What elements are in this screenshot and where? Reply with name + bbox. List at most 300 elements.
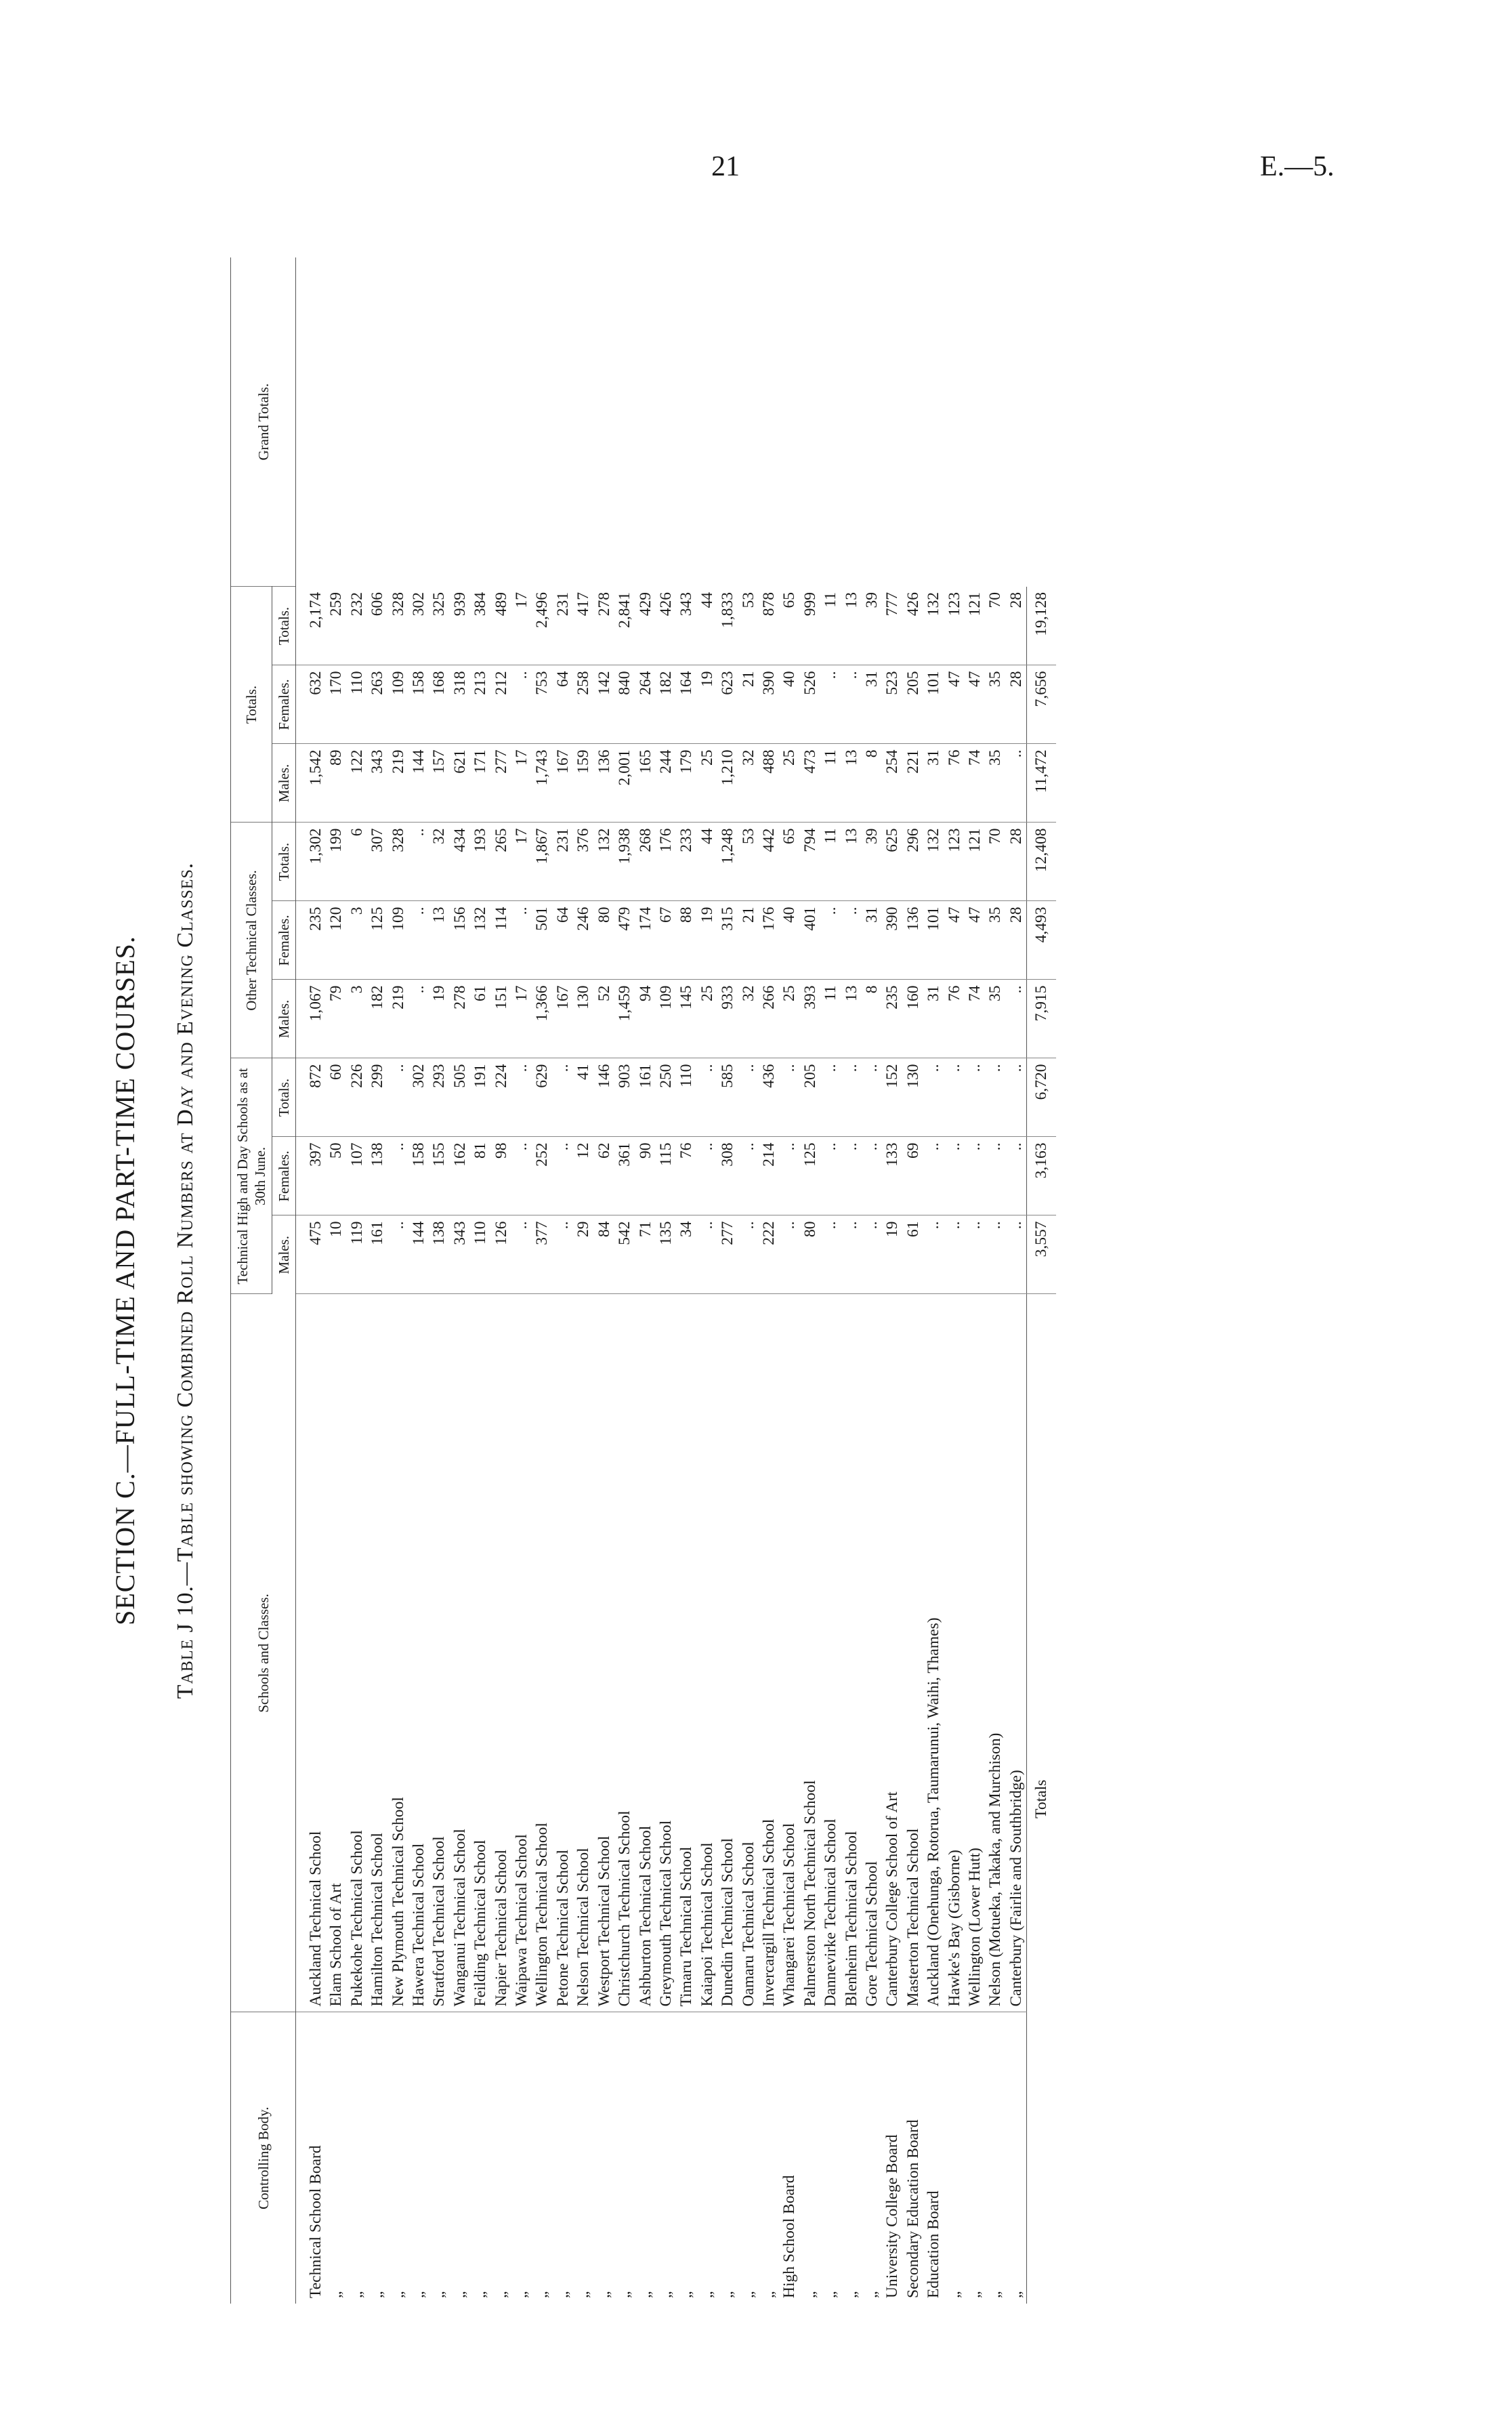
tech-totals-cell: ..: [388, 1058, 408, 1137]
tech-males-cell: 84: [594, 1215, 614, 1294]
total-males-cell: 1,210: [717, 744, 738, 823]
total-females-cell: 142: [594, 665, 614, 744]
tech-totals-cell: 872: [296, 1058, 327, 1137]
total-totals-cell: 278: [594, 587, 614, 665]
total-females-cell: 109: [388, 665, 408, 744]
total-females-cell: 523: [882, 665, 902, 744]
total-females-cell: 21: [738, 665, 759, 744]
total-totals-cell: 231: [553, 587, 573, 665]
tech-females-cell: 115: [656, 1137, 676, 1215]
total-totals-cell: 606: [367, 587, 387, 665]
total-totals-cell: 384: [470, 587, 490, 665]
total-males-cell: 76: [944, 744, 965, 823]
tech-totals-cell: 205: [800, 1058, 820, 1137]
other-females-cell: 109: [388, 901, 408, 980]
table-row: [491, 257, 511, 2304]
other-females-cell: 156: [450, 901, 470, 980]
tech-males-cell: 110: [470, 1215, 490, 1294]
totals-value-cell: 3,163: [1027, 1137, 1056, 1215]
roll-numbers-table: [230, 257, 1056, 2304]
other-females-cell: 67: [656, 901, 676, 980]
other-females-cell: 35: [985, 901, 1005, 980]
controlling-body-cell: „: [348, 2291, 366, 2298]
controlling-body-cell: Secondary Education Board: [904, 2119, 922, 2298]
table-row: [614, 257, 635, 2304]
other-totals-cell: 199: [326, 823, 346, 901]
total-totals-cell: 2,496: [532, 587, 552, 665]
header-grand-totals: Grand Totals.: [231, 257, 296, 587]
tech-totals-cell: 585: [717, 1058, 738, 1137]
controlling-body-cell: High School Board: [780, 2175, 799, 2298]
other-females-cell: 101: [923, 901, 944, 980]
table-row: [347, 257, 367, 2304]
table-row: [862, 257, 882, 2304]
tech-totals-cell: 224: [491, 1058, 511, 1137]
table-row: [903, 257, 923, 2304]
rotated-table-page: [108, 230, 1368, 2331]
controlling-body-cell: „: [966, 2291, 984, 2298]
header-males: Males.: [272, 1215, 296, 1294]
other-males-cell: 13: [841, 980, 862, 1058]
total-females-cell: 35: [985, 665, 1005, 744]
table-row: [450, 257, 470, 2304]
total-females-cell: 840: [614, 665, 635, 744]
controlling-body-cell: „: [677, 2291, 696, 2298]
table-row: [717, 257, 738, 2304]
tech-males-cell: 71: [635, 1215, 656, 1294]
table-row: [511, 257, 532, 2304]
tech-females-cell: ..: [965, 1137, 985, 1215]
table-title: Table J 10.—Table showing Combined Roll Numbers at Day and Evening Classes.: [173, 862, 198, 1699]
school-name-cell: Nelson (Motueka, Takaka, and Murchison): [985, 1294, 1005, 2012]
total-females-cell: 170: [326, 665, 346, 744]
totals-value-cell: 4,493: [1027, 901, 1056, 980]
total-males-cell: 159: [573, 744, 593, 823]
other-males-cell: 76: [944, 980, 965, 1058]
tech-totals-cell: ..: [697, 1058, 717, 1137]
page-number: 21: [711, 151, 740, 182]
tech-males-cell: ..: [965, 1215, 985, 1294]
school-name-cell: Masterton Technical School: [903, 1294, 923, 2012]
total-males-cell: 1,542: [296, 744, 327, 823]
tech-males-cell: ..: [388, 1215, 408, 1294]
table-row: [656, 257, 676, 2304]
tech-males-cell: 144: [408, 1215, 429, 1294]
table-row: [470, 257, 490, 2304]
tech-totals-cell: 250: [656, 1058, 676, 1137]
table-row: [635, 257, 656, 2304]
tech-females-cell: 90: [635, 1137, 656, 1215]
controlling-body-cell: „: [553, 2291, 572, 2298]
tech-females-cell: 133: [882, 1137, 902, 1215]
other-females-cell: 19: [697, 901, 717, 980]
total-females-cell: 205: [903, 665, 923, 744]
total-males-cell: 1,743: [532, 744, 552, 823]
table-body: [296, 257, 1056, 2304]
tech-totals-cell: 629: [532, 1058, 552, 1137]
header-females: Females.: [272, 901, 296, 980]
tech-males-cell: 277: [717, 1215, 738, 1294]
other-totals-cell: ..: [408, 823, 429, 901]
other-totals-cell: 65: [779, 823, 799, 901]
other-females-cell: 479: [614, 901, 635, 980]
other-females-cell: ..: [511, 901, 532, 980]
school-name-cell: Wanganui Technical School: [450, 1294, 470, 2012]
other-males-cell: 266: [759, 980, 779, 1058]
other-males-cell: 94: [635, 980, 656, 1058]
total-totals-cell: 259: [326, 587, 346, 665]
tech-totals-cell: 130: [903, 1058, 923, 1137]
tech-females-cell: 69: [903, 1137, 923, 1215]
school-name-cell: Hamilton Technical School: [367, 1294, 387, 2012]
table-row: [800, 257, 820, 2304]
total-totals-cell: 939: [450, 587, 470, 665]
total-totals-cell: 232: [347, 587, 367, 665]
other-males-cell: ..: [1006, 980, 1027, 1058]
school-name-cell: Kaiapoi Technical School: [697, 1294, 717, 2012]
tech-totals-cell: 110: [676, 1058, 696, 1137]
total-males-cell: 219: [388, 744, 408, 823]
tech-females-cell: ..: [862, 1137, 882, 1215]
school-name-cell: Greymouth Technical School: [656, 1294, 676, 2012]
tech-totals-cell: 436: [759, 1058, 779, 1137]
tech-totals-cell: ..: [553, 1058, 573, 1137]
other-totals-cell: 233: [676, 823, 696, 901]
other-totals-cell: 1,302: [296, 823, 327, 901]
tech-females-cell: 76: [676, 1137, 696, 1215]
school-name-cell: Hawera Technical School: [408, 1294, 429, 2012]
total-totals-cell: 777: [882, 587, 902, 665]
total-males-cell: 244: [656, 744, 676, 823]
school-name-cell: Ashburton Technical School: [635, 1294, 656, 2012]
table-row: [923, 257, 944, 2304]
other-females-cell: 125: [367, 901, 387, 980]
total-totals-cell: 17: [511, 587, 532, 665]
table-row: [532, 257, 552, 2304]
school-name-cell: Oamaru Technical School: [738, 1294, 759, 2012]
other-males-cell: 32: [738, 980, 759, 1058]
other-totals-cell: 794: [800, 823, 820, 901]
controlling-body-cell: „: [801, 2291, 819, 2298]
other-females-cell: ..: [820, 901, 841, 980]
total-males-cell: 144: [408, 744, 429, 823]
school-name-cell: Dunedin Technical School: [717, 1294, 738, 2012]
tech-females-cell: 138: [367, 1137, 387, 1215]
other-totals-cell: 265: [491, 823, 511, 901]
school-name-cell: Napier Technical School: [491, 1294, 511, 2012]
tech-females-cell: 62: [594, 1137, 614, 1215]
total-totals-cell: 429: [635, 587, 656, 665]
other-totals-cell: 132: [923, 823, 944, 901]
table-row: [759, 257, 779, 2304]
other-males-cell: 1,459: [614, 980, 635, 1058]
total-totals-cell: 13: [841, 587, 862, 665]
table-row: [296, 257, 327, 2304]
tech-totals-cell: ..: [965, 1058, 985, 1137]
tech-males-cell: 343: [450, 1215, 470, 1294]
controlling-body-cell: „: [1007, 2291, 1025, 2298]
table-row: [594, 257, 614, 2304]
total-males-cell: 74: [965, 744, 985, 823]
other-males-cell: 145: [676, 980, 696, 1058]
other-females-cell: 114: [491, 901, 511, 980]
table-row: [985, 257, 1005, 2304]
header-totals: Totals.: [272, 587, 296, 665]
controlling-body-cell: „: [369, 2291, 387, 2298]
school-name-cell: Stratford Technical School: [429, 1294, 449, 2012]
tech-males-cell: ..: [944, 1215, 965, 1294]
total-totals-cell: 999: [800, 587, 820, 665]
other-totals-cell: 376: [573, 823, 593, 901]
controlling-body-cell: „: [719, 2291, 737, 2298]
tech-males-cell: 138: [429, 1215, 449, 1294]
total-males-cell: 343: [367, 744, 387, 823]
total-males-cell: 473: [800, 744, 820, 823]
total-females-cell: 158: [408, 665, 429, 744]
table-row: [738, 257, 759, 2304]
school-name-cell: Canterbury (Fairlie and Southbridge): [1006, 1294, 1027, 2012]
tech-females-cell: 98: [491, 1137, 511, 1215]
other-females-cell: 47: [944, 901, 965, 980]
total-males-cell: 13: [841, 744, 862, 823]
other-totals-cell: 53: [738, 823, 759, 901]
table-row: [367, 257, 387, 2304]
tech-females-cell: 125: [800, 1137, 820, 1215]
other-totals-cell: 28: [1006, 823, 1027, 901]
total-totals-cell: 1,833: [717, 587, 738, 665]
total-males-cell: 254: [882, 744, 902, 823]
table-row: [388, 257, 408, 2304]
table-row: [326, 257, 346, 2304]
tech-females-cell: ..: [985, 1137, 1005, 1215]
tech-totals-cell: 299: [367, 1058, 387, 1137]
other-females-cell: 80: [594, 901, 614, 980]
other-females-cell: 501: [532, 901, 552, 980]
tech-females-cell: ..: [697, 1137, 717, 1215]
tech-totals-cell: 41: [573, 1058, 593, 1137]
tech-males-cell: ..: [841, 1215, 862, 1294]
total-females-cell: 632: [296, 665, 327, 744]
other-females-cell: 132: [470, 901, 490, 980]
other-totals-cell: 121: [965, 823, 985, 901]
school-name-cell: New Plymouth Technical School: [388, 1294, 408, 2012]
totals-value-cell: 7,915: [1027, 980, 1056, 1058]
tech-females-cell: 50: [326, 1137, 346, 1215]
other-females-cell: 136: [903, 901, 923, 980]
controlling-body-cell: „: [595, 2291, 613, 2298]
total-males-cell: 136: [594, 744, 614, 823]
tech-totals-cell: ..: [923, 1058, 944, 1137]
controlling-body-cell: „: [389, 2291, 407, 2298]
table-row: [841, 257, 862, 2304]
tech-males-cell: 542: [614, 1215, 635, 1294]
total-totals-cell: 39: [862, 587, 882, 665]
other-totals-cell: 123: [944, 823, 965, 901]
school-name-cell: Westport Technical School: [594, 1294, 614, 2012]
other-males-cell: ..: [408, 980, 429, 1058]
school-name-cell: Whangarei Technical School: [779, 1294, 799, 2012]
other-males-cell: 8: [862, 980, 882, 1058]
total-males-cell: 11: [820, 744, 841, 823]
total-males-cell: 157: [429, 744, 449, 823]
tech-totals-cell: ..: [862, 1058, 882, 1137]
controlling-body-cell: „: [533, 2291, 551, 2298]
other-totals-cell: 625: [882, 823, 902, 901]
tech-females-cell: 12: [573, 1137, 593, 1215]
total-males-cell: 488: [759, 744, 779, 823]
total-females-cell: 263: [367, 665, 387, 744]
other-males-cell: 278: [450, 980, 470, 1058]
other-males-cell: 235: [882, 980, 902, 1058]
tech-males-cell: ..: [511, 1215, 532, 1294]
other-males-cell: 160: [903, 980, 923, 1058]
other-totals-cell: 231: [553, 823, 573, 901]
school-name-cell: Petone Technical School: [553, 1294, 573, 2012]
tech-males-cell: 126: [491, 1215, 511, 1294]
tech-totals-cell: 293: [429, 1058, 449, 1137]
other-females-cell: 28: [1006, 901, 1027, 980]
total-totals-cell: 123: [944, 587, 965, 665]
school-name-cell: Nelson Technical School: [573, 1294, 593, 2012]
table-row: [1006, 257, 1027, 2304]
tech-males-cell: ..: [820, 1215, 841, 1294]
totals-value-cell: 19,128: [1027, 587, 1056, 665]
total-females-cell: 526: [800, 665, 820, 744]
total-females-cell: ..: [511, 665, 532, 744]
other-males-cell: 3: [347, 980, 367, 1058]
total-totals-cell: 426: [656, 587, 676, 665]
total-males-cell: 171: [470, 744, 490, 823]
tech-males-cell: 135: [656, 1215, 676, 1294]
total-totals-cell: 343: [676, 587, 696, 665]
totals-value-cell: 3,557: [1027, 1215, 1056, 1294]
controlling-body-cell: „: [986, 2291, 1005, 2298]
total-totals-cell: 65: [779, 587, 799, 665]
total-females-cell: 47: [965, 665, 985, 744]
totals-label: Totals: [1027, 1294, 1056, 2304]
total-females-cell: 213: [470, 665, 490, 744]
tech-males-cell: 222: [759, 1215, 779, 1294]
tech-totals-cell: ..: [841, 1058, 862, 1137]
tech-totals-cell: ..: [1006, 1058, 1027, 1137]
other-females-cell: 120: [326, 901, 346, 980]
other-females-cell: 13: [429, 901, 449, 980]
other-males-cell: 31: [923, 980, 944, 1058]
tech-males-cell: ..: [779, 1215, 799, 1294]
total-males-cell: 2,001: [614, 744, 635, 823]
other-totals-cell: 1,867: [532, 823, 552, 901]
school-name-cell: Wellington Technical School: [532, 1294, 552, 2012]
school-name-cell: Elam School of Art: [326, 1294, 346, 2012]
total-females-cell: 753: [532, 665, 552, 744]
table-row: [820, 257, 841, 2304]
tech-females-cell: ..: [1006, 1137, 1027, 1215]
tech-males-cell: 377: [532, 1215, 552, 1294]
header-totals: Totals.: [272, 823, 296, 901]
total-females-cell: 19: [697, 665, 717, 744]
other-males-cell: 109: [656, 980, 676, 1058]
total-males-cell: 31: [923, 744, 944, 823]
tech-males-cell: ..: [738, 1215, 759, 1294]
tech-totals-cell: 302: [408, 1058, 429, 1137]
total-totals-cell: 489: [491, 587, 511, 665]
other-totals-cell: 176: [656, 823, 676, 901]
table-row: [553, 257, 573, 2304]
total-totals-cell: 325: [429, 587, 449, 665]
tech-females-cell: ..: [820, 1137, 841, 1215]
other-males-cell: 182: [367, 980, 387, 1058]
school-name-cell: Blenheim Technical School: [841, 1294, 862, 2012]
other-males-cell: 52: [594, 980, 614, 1058]
other-males-cell: 17: [511, 980, 532, 1058]
school-name-cell: Pukekohe Technical School: [347, 1294, 367, 2012]
tech-females-cell: 155: [429, 1137, 449, 1215]
section-title: SECTION C.—FULL-TIME AND PART-TIME COURSES.: [110, 936, 140, 1625]
other-males-cell: 167: [553, 980, 573, 1058]
tech-males-cell: 19: [882, 1215, 902, 1294]
other-females-cell: 174: [635, 901, 656, 980]
other-males-cell: 393: [800, 980, 820, 1058]
header-group-totals: Totals.: [231, 587, 272, 823]
tech-males-cell: ..: [923, 1215, 944, 1294]
tech-females-cell: 162: [450, 1137, 470, 1215]
total-females-cell: 101: [923, 665, 944, 744]
tech-totals-cell: ..: [820, 1058, 841, 1137]
controlling-body-cell: „: [430, 2291, 448, 2298]
tech-totals-cell: 191: [470, 1058, 490, 1137]
controlling-body-cell: „: [862, 2291, 881, 2298]
other-males-cell: 11: [820, 980, 841, 1058]
tech-females-cell: 107: [347, 1137, 367, 1215]
other-males-cell: 25: [697, 980, 717, 1058]
controlling-body-cell: „: [450, 2291, 469, 2298]
total-females-cell: 318: [450, 665, 470, 744]
other-totals-cell: 132: [594, 823, 614, 901]
tech-males-cell: ..: [697, 1215, 717, 1294]
header-group-other-technical: Other Technical Classes.: [231, 823, 272, 1058]
total-totals-cell: 2,841: [614, 587, 635, 665]
tech-males-cell: ..: [985, 1215, 1005, 1294]
other-females-cell: 235: [296, 901, 327, 980]
school-name-cell: Timaru Technical School: [676, 1294, 696, 2012]
controlling-body-cell: Education Board: [925, 2190, 943, 2298]
header-controlling-body: Controlling Body.: [231, 2012, 296, 2304]
total-females-cell: 623: [717, 665, 738, 744]
tech-males-cell: 34: [676, 1215, 696, 1294]
totals-value-cell: 6,720: [1027, 1058, 1056, 1137]
total-males-cell: 277: [491, 744, 511, 823]
other-males-cell: 19: [429, 980, 449, 1058]
other-totals-cell: 328: [388, 823, 408, 901]
other-totals-cell: 6: [347, 823, 367, 901]
header-group-technical-high: Technical High and Day Schools as at 30th June.: [231, 1058, 272, 1294]
total-males-cell: 35: [985, 744, 1005, 823]
school-name-cell: Wellington (Lower Hutt): [965, 1294, 985, 2012]
tech-females-cell: ..: [388, 1137, 408, 1215]
total-females-cell: 164: [676, 665, 696, 744]
total-females-cell: 212: [491, 665, 511, 744]
other-totals-cell: 17: [511, 823, 532, 901]
tech-females-cell: ..: [511, 1137, 532, 1215]
other-females-cell: 390: [882, 901, 902, 980]
tech-totals-cell: ..: [944, 1058, 965, 1137]
total-males-cell: 89: [326, 744, 346, 823]
tech-females-cell: 81: [470, 1137, 490, 1215]
controlling-body-cell: „: [842, 2291, 860, 2298]
tech-males-cell: 61: [903, 1215, 923, 1294]
total-totals-cell: 878: [759, 587, 779, 665]
header-totals: Totals.: [272, 1058, 296, 1137]
